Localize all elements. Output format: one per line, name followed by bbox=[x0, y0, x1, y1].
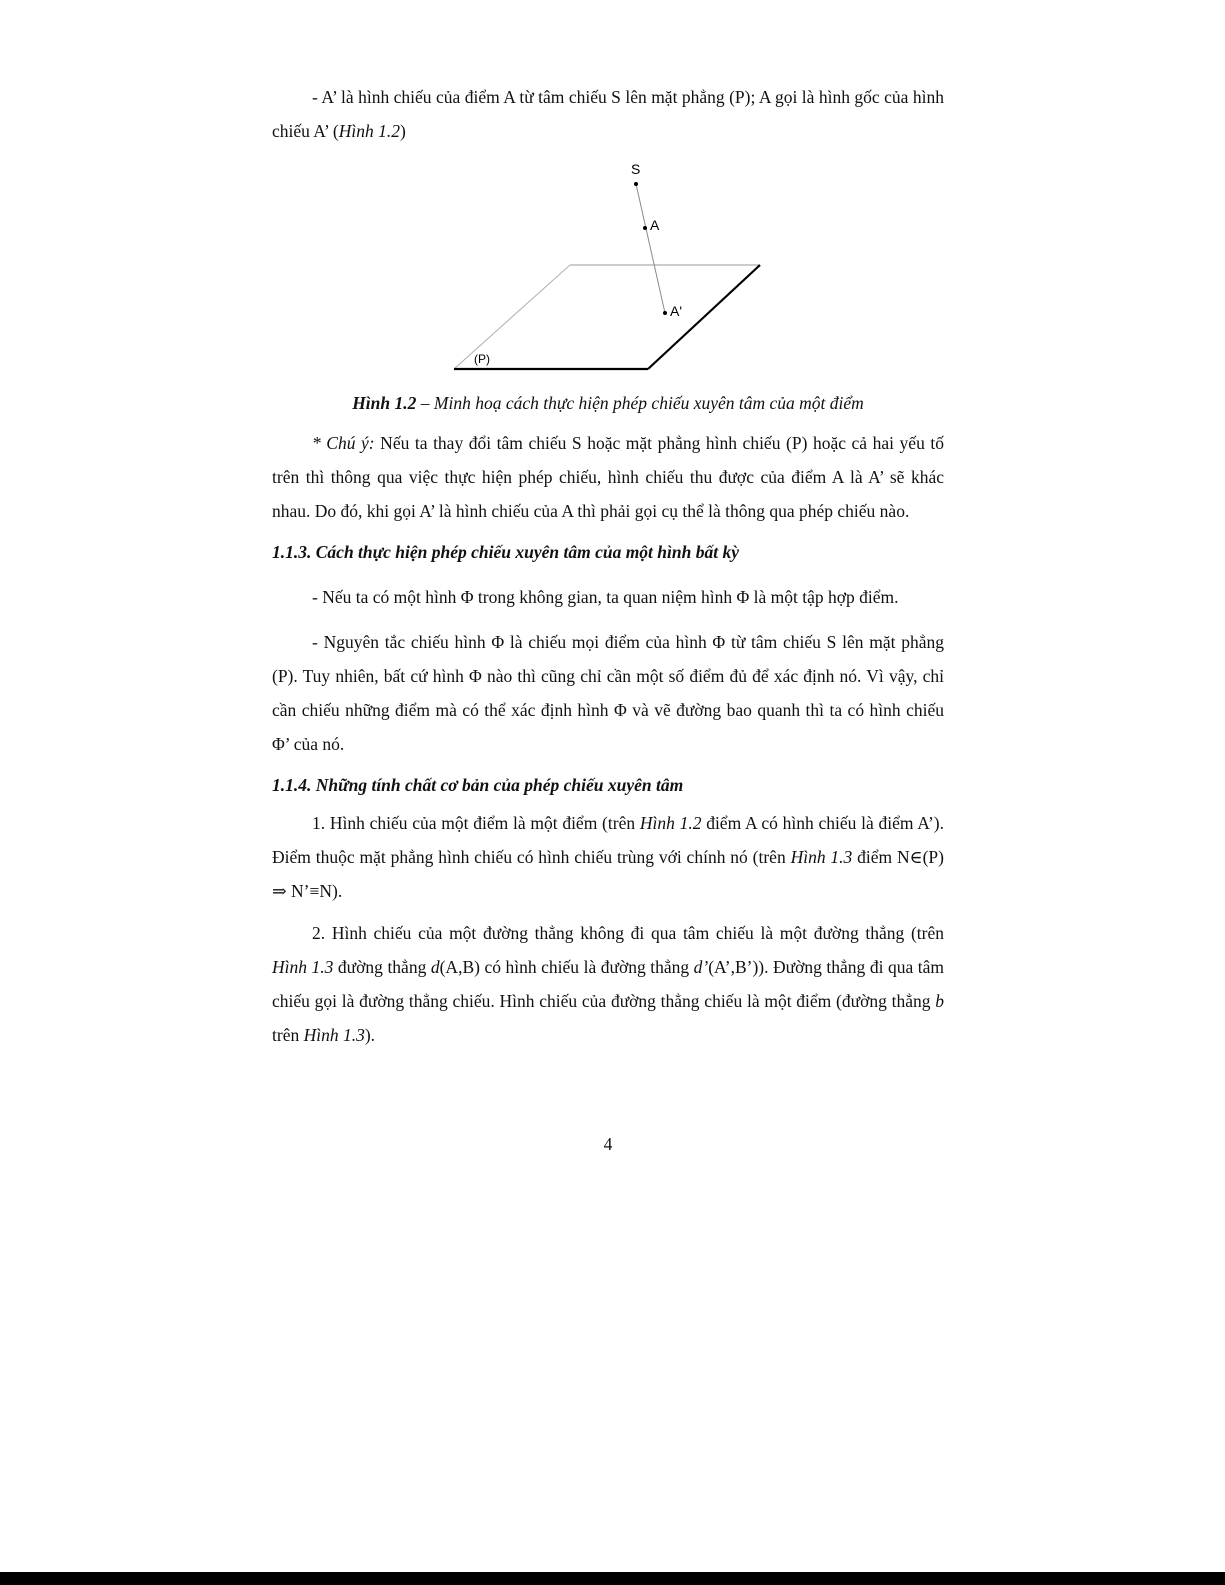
text-run: - A’ là hình chiếu của điểm A từ tâm chiếu S lên mặt phẳng (P); A gọi là hình gốc của hình chiếu A’ ( bbox=[272, 87, 944, 141]
figure-central-projection bbox=[440, 155, 800, 380]
variable-d: d bbox=[430, 957, 440, 977]
text-run: Nếu ta thay đổi tâm chiếu S hoặc mặt phẳng hình chiếu (P) hoặc cả hai yếu tố trên thì thông qua việc thực hiện phép chiếu, hình chiếu thu được của điểm A là A’ sẽ khác nhau. Do đó, khi gọi A’ là hình chiếu của A thì phải gọi cụ thể là thông qua phép chiếu nào. bbox=[272, 433, 944, 521]
point-A bbox=[643, 226, 647, 230]
plane-left-edge bbox=[454, 265, 570, 369]
point-S bbox=[634, 182, 638, 186]
page-number: 4 bbox=[603, 1134, 613, 1154]
text-run: ). bbox=[364, 1025, 376, 1045]
paragraph-projection-definition bbox=[272, 80, 944, 148]
text-run: điểm N∈(P) ⇒ N’≡N). bbox=[272, 847, 944, 901]
figure-diagram bbox=[440, 155, 800, 380]
intro-paragraph-block bbox=[272, 80, 944, 148]
text-run: 2. Hình chiếu của một đường thẳng không đi qua tâm chiếu là một đường thẳng (trên bbox=[312, 923, 944, 943]
note-label: * Chú ý: bbox=[312, 433, 375, 453]
text-run: trên bbox=[272, 1025, 304, 1045]
text-run: 1. Hình chiếu của một điểm là một điểm (trên bbox=[312, 813, 640, 833]
text-run: ) bbox=[400, 121, 406, 141]
figure-reference: Hình 1.3 bbox=[790, 847, 853, 867]
variable-b: b bbox=[935, 991, 944, 1011]
figure-reference: Hình 1.2 bbox=[338, 121, 400, 141]
paragraph-note bbox=[272, 426, 944, 528]
figure-reference: Hình 1.3 bbox=[272, 957, 334, 977]
plane-right-edge bbox=[648, 265, 760, 369]
scan-bottom-border bbox=[0, 1572, 1225, 1585]
point-A-prime bbox=[663, 311, 667, 315]
figure-reference: Hình 1.3 bbox=[303, 1025, 365, 1045]
text-run: điểm A có hình chiếu là điểm A’). Điểm thuộc mặt phẳng hình chiếu có hình chiếu trùng với chính nó (trên bbox=[272, 813, 945, 867]
text-run: (A’,B’)). Đường thẳng đi qua tâm chiếu gọi là đường thẳng chiếu. Hình chiếu của đường thẳng chiếu là một điểm (đường thẳng bbox=[272, 957, 944, 1011]
variable-d-prime: d’ bbox=[693, 957, 709, 977]
paragraph-114-2 bbox=[272, 916, 944, 1052]
label-A-prime: A' bbox=[670, 303, 683, 319]
caption-number: Hình 1.2 bbox=[352, 393, 417, 413]
paragraph-114-1 bbox=[272, 806, 944, 908]
caption-text: – Minh hoạ cách thực hiện phép chiếu xuyên tâm của một điểm bbox=[416, 393, 864, 413]
section-heading-1-1-4: 1.1.4. Những tính chất cơ bản của phép chiếu xuyên tâm bbox=[272, 775, 684, 795]
figure-reference: Hình 1.2 bbox=[639, 813, 702, 833]
paragraph-113-1: - Nếu ta có một hình Φ trong không gian, ta quan niệm hình Φ là một tập hợp điểm. bbox=[312, 587, 899, 607]
section-heading-1-1-3: 1.1.3. Cách thực hiện phép chiếu xuyên tâm của một hình bất kỳ bbox=[272, 542, 739, 562]
projection-ray bbox=[636, 184, 665, 313]
text-run: đường thẳng bbox=[333, 957, 431, 977]
figure-caption bbox=[272, 386, 944, 420]
body-text-block bbox=[272, 426, 944, 1052]
text-run: (A,B) có hình chiếu là đường thẳng bbox=[439, 957, 694, 977]
label-plane-P: (P) bbox=[474, 352, 490, 366]
label-S: S bbox=[631, 161, 641, 177]
label-A: A bbox=[650, 217, 660, 233]
paragraph-113-2: - Nguyên tắc chiếu hình Φ là chiếu mọi điểm của hình Φ từ tâm chiếu S lên mặt phẳng (P). Tuy nhiên, bất cứ hình Φ nào thì cũng chỉ cần một số điểm đủ để xác định nó. Vì vậy, chỉ cần chiếu những điểm mà có thể xác định hình Φ và vẽ đường bao quanh thì ta có hình chiếu Φ’ của nó. bbox=[272, 632, 944, 754]
